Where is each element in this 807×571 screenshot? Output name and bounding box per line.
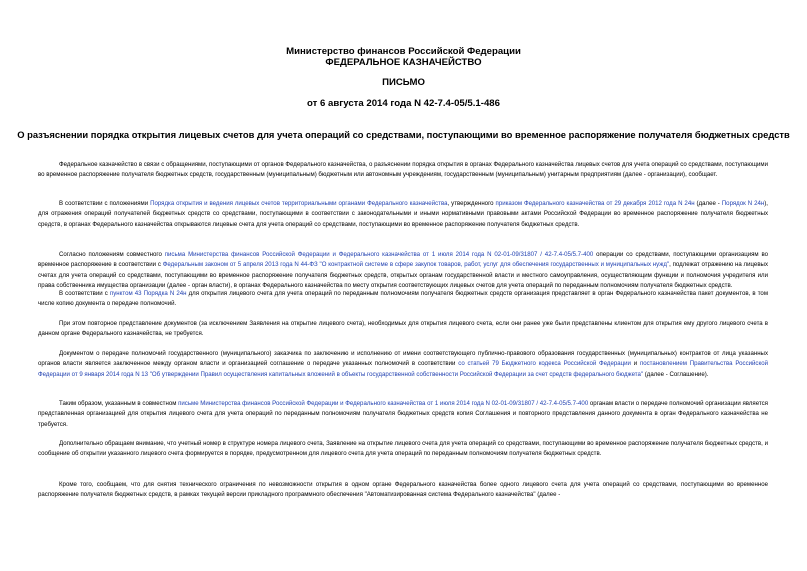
paragraph-6-text-c: (далее - Соглашение).: [643, 370, 709, 378]
paragraph-6-text-b: и: [630, 360, 640, 368]
link-federal-law-44fz[interactable]: Федеральным законом от 5 апреля 2013 года N 44-ФЗ "О контрактной системе в сфере закупок товаров, работ, услуг для обеспечения государственных и муниципальных нужд": [162, 261, 670, 269]
paragraph-2-text-c: (далее -: [694, 200, 722, 207]
paragraph-7-text-b: органам власти о передаче полномочий организации является представленная организацией для открытия лицевого счета для учета операций по переданным полномочиям получателя бюджетных средств копия Соглашения и повторного представления данного документа в орган Федерального казначейства не требуется.: [38, 400, 768, 428]
paragraph-4-text-a: В соответствии с: [59, 290, 110, 297]
paragraph-2-text-d: ), для отражения операций получателей бюджетных средств со средствами, поступающими в соответствии с законодательными и иными нормативными правовыми актами Российской Федерации во временное распоряжение получателя бюджетных средств, в органах Федерального казначейства открываются лицевые счета для учета операций со средствами, поступающими во временное распоряжение получателя бюджетных средств.: [38, 200, 768, 228]
link-joint-letter[interactable]: письма Министерства финансов Российской Федерации и Федерального казначейства от 1 июля 2014 года N 02-01-09/31807 / 42-7.4-05/5.7-400: [164, 251, 594, 258]
paragraph-7-text-a: Таким образом, указанным в совместном: [59, 400, 179, 407]
paragraph-6-text-a: Документом о передаче полномочий государственного (муниципального) заказчика по заключению и исполнению от имени соответствующего публично-правового образования государственных (муниципальных) контрактов от лица указанных органов власти является заключенное между органом власти и организацией соглашение о передаче указанных полномочий в соответствии: [38, 350, 768, 368]
link-government-decree-13[interactable]: постановлением Правительства Российской Федерации от 9 января 2014 года N 13 "Об утверждении Правил осуществления капитальных вложений в объекты государственной собственности Российской Федерации за счет средств федерального бюджета": [38, 360, 768, 378]
paragraph-3-text-b: операции со средствами, поступающими организациям во временное распоряжение в соответствии с: [38, 251, 769, 269]
paragraph-8: Дополнительно обращаем внимание, что учетный номер в структуре номера лицевого счета, Заявление на открытие лицевого счета для учета операций со средствами, поступающими во временное распоряжение получателя бюджетных средств, и сообщение об открытии указанного лицевого счета формируется в порядке, предусмотренном для лицевого счета для учета операций по переданным полномочиям получателя бюджетных средств.: [38, 440, 768, 458]
paragraph-2: [38, 199, 768, 230]
link-prikaz-24n[interactable]: приказом Федерального казначейства от 29 декабря 2012 года N 24н: [495, 200, 695, 207]
agency-title: ФЕДЕРАЛЬНОЕ КАЗНАЧЕЙСТВО: [325, 57, 482, 68]
paragraph-3: [38, 250, 768, 292]
paragraph-2-text-a: В соответствии с положениями: [59, 200, 151, 207]
ministry-title: Министерство финансов Российской Федерации: [286, 46, 521, 57]
link-poryadok-otkrytiya[interactable]: Порядка открытия и ведения лицевых счетов территориальными органами Федерального казначейства: [150, 200, 448, 207]
document-number: от 6 августа 2014 года N 42-7.4-05/5.1-486: [307, 98, 500, 109]
paragraph-4: [38, 289, 768, 310]
paragraph-7: [38, 399, 768, 430]
document-type: ПИСЬМО: [382, 77, 425, 88]
paragraph-2-text-b: , утвержденного: [447, 200, 496, 207]
document-subject: О разъяснении порядка открытия лицевых счетов для учета операций со средствами, поступающими во временное распоряжение получателя бюджетных средств: [17, 129, 790, 140]
paragraph-1: Федеральное казначейство в связи с обращениями, поступающими от органов Федерального казначейства, о разъяснении порядка открытия в органах Федерального казначейства лицевых счетов для учета операций со средствами, поступающими во временное распоряжение получателя бюджетных средств, государственным (муниципальным) бюджетным или автономным учреждениям, государственным (муниципальным) унитарным предприятиям (далее - организации), сообщает.: [38, 161, 768, 179]
link-joint-letter-2[interactable]: письме Министерства финансов Российской Федерации и Федерального казначейства от 1 июля 2014 года N 02-01-09/31807 / 42-7.4-05/5.7-400: [178, 400, 589, 407]
paragraph-9: Кроме того, сообщаем, что для снятия технического ограничения по невозможности открытия в одном органе Федерального казначейства более одного лицевого счета для учета операций со средствами, поступающими во временное распоряжение получателя бюджетных средств, в рамках текущей версии прикладного программного обеспечения "Автоматизированная система Федерального казначейства" (далее -: [38, 481, 768, 499]
link-budget-code-article-79[interactable]: со статьей 79 Бюджетного кодекса Российской Федерации: [458, 360, 631, 368]
link-punkt-43[interactable]: пунктом 43 Порядка N 24н: [109, 290, 187, 297]
paragraph-3-text-c: , подлежат отражению на лицевых счетах для учета операций со средствами, поступающими во временное распоряжение получателя бюджетных средств, открытых органам государственной власти и местного самоуправления, осуществляющим функции и полномочия учредителя или права собственника имущества организации (далее - орган власти), в органах Федерального казначейства по месту открытия соответствующих лицевых счетов для учета операций по переданным полномочиям получателя бюджетных средств.: [38, 261, 768, 290]
paragraph-3-text-a: Согласно положениям совместного: [59, 251, 165, 258]
paragraph-6: [38, 349, 768, 380]
paragraph-5: При этом повторное представление документов (за исключением Заявления на открытие лицевого счета), необходимых для открытия лицевого счета, если они ранее уже были представлены клиентом для открытия ему другого лицевого счета в данном органе Федерального казначейства, не требуется.: [38, 320, 768, 338]
link-poryadok-24n[interactable]: Порядок N 24н: [721, 200, 765, 207]
paragraph-4-text-b: для открытия лицевого счета для учета операций по переданным полномочиям получателя бюджетных средств организация представляет в орган Федерального казначейства пакет документов, в том числе копию документа о передаче полномочий.: [38, 290, 769, 308]
